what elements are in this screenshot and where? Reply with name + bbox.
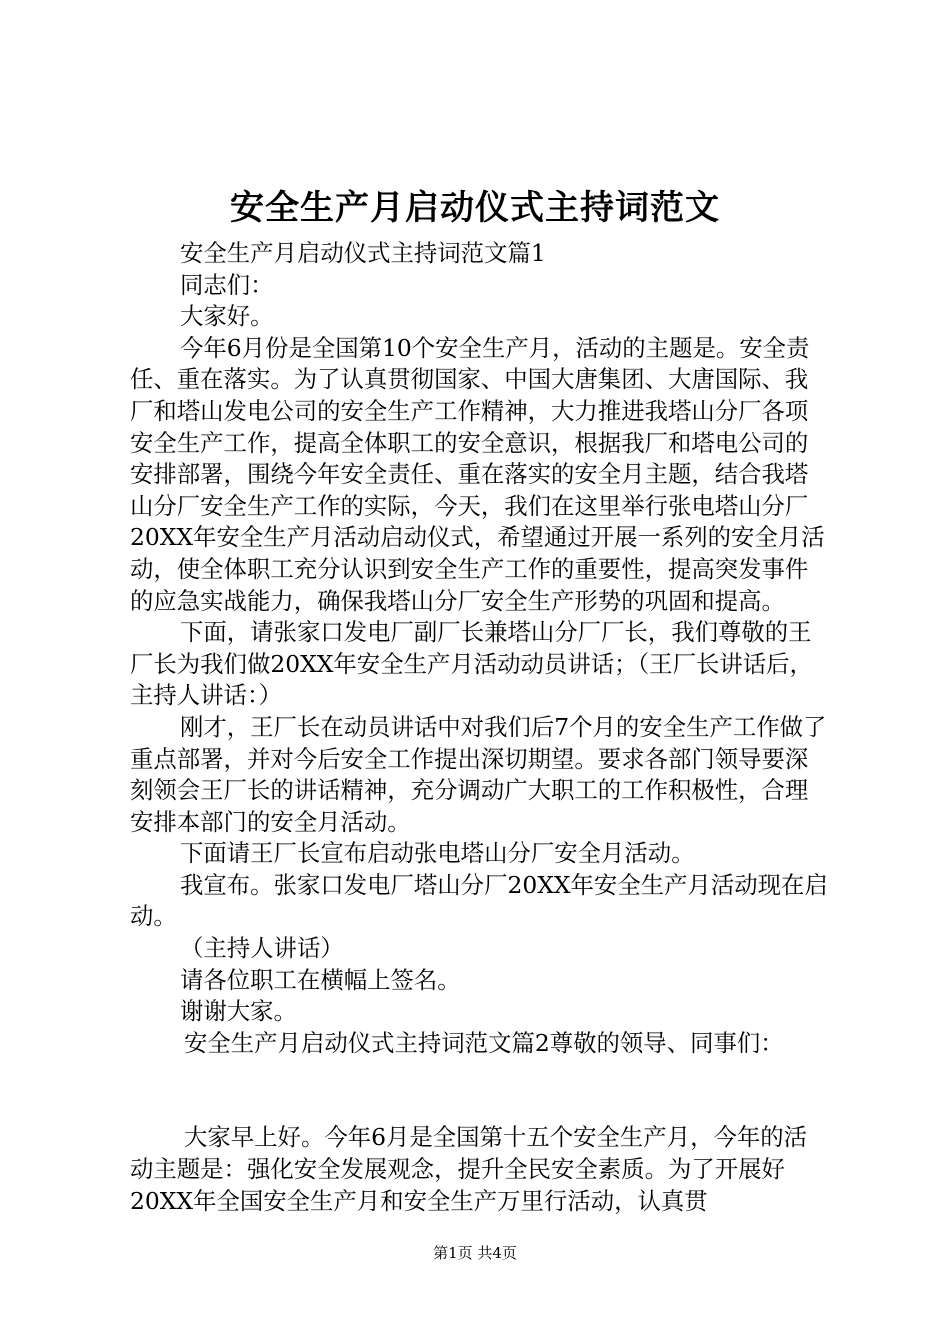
- paragraph-announce-request: 下面请王厂长宣布启动张电塔山分厂安全月活动。: [180, 839, 695, 868]
- paragraph-invite-speech: 下面，请张家口发电厂副厂长兼塔山分厂厂长，我们尊敬的王厂长为我们做20XX年安全生产月活动动员讲话；（王厂长讲话后，主持人讲话：）: [130, 618, 813, 710]
- paragraph-heading-1: 安全生产月启动仪式主持词范文篇1: [180, 239, 546, 267]
- page-footer: 第1页 共4页: [433, 1244, 517, 1262]
- paragraph-summary: 刚才，王厂长在动员讲话中对我们后7个月的安全生产工作做了重点部署，并对今后安全工作提出深切期望。要求各部门领导要深刻领会王厂长的讲话精神，充分调动广大职工的工作积极性，合理安排本部门的安全月活动。: [130, 712, 827, 836]
- paragraph-greeting: 同志们：: [180, 270, 274, 299]
- paragraph-morning-greeting: 大家早上好。今年6月是全国第十五个安全生产月，今年的活动主题是：强化安全发展观念，提升全民安全素质。为了开展好20XX年全国安全生产月和安全生产万里行活动，认真贯: [130, 1123, 808, 1215]
- paragraph-announcement: 我宣布。张家口发电厂塔山分厂20XX年安全生产月活动现在启动。: [130, 870, 828, 931]
- paragraph-sign-banner: 请各位职工在横幅上签名。: [180, 965, 461, 994]
- blank-line: [130, 1059, 830, 1122]
- paragraph-intro: 今年6月份是全国第10个安全生产月，活动的主题是。安全责任、重在落实。为了认真贯彻国家、中国大唐集团、大唐国际、我厂和塔山发电公司的安全生产工作精神，大力推进我塔山分厂各项安全生产工作，提高全体职工的安全意识，根据我厂和塔电公司的安排部署，围绕今年安全责任、重在落实的安全月主题，结合我塔山分厂安全生产工作的实际，今天，我们在这里举行张电塔山分厂20XX年安全生产月活动启动仪式，希望通过开展一系列的安全月活动，使全体职工充分认识到安全生产工作的重要性，提高突发事件的应急实战能力，确保我塔山分厂安全生产形势的巩固和提高。: [130, 333, 825, 615]
- paragraph-host-speech: （主持人讲话）: [180, 934, 344, 963]
- paragraph-heading-2: 安全生产月启动仪式主持词范文篇2尊敬的领导、同事们：: [184, 1028, 784, 1057]
- document-body: [130, 238, 830, 1217]
- document-title: 安全生产月启动仪式主持词范文: [230, 188, 720, 228]
- paragraph-hello: 大家好。: [180, 302, 274, 331]
- paragraph-thanks: 谢谢大家。: [180, 997, 297, 1026]
